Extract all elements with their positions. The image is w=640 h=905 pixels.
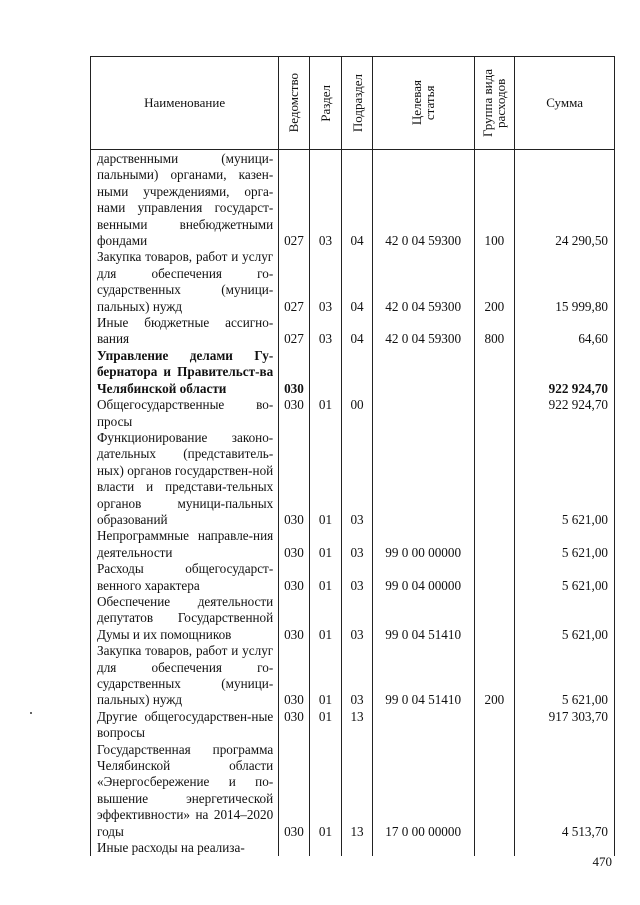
row-vedomstvo-cell: 027 [279, 150, 310, 250]
row-gruppa-cell [474, 840, 515, 856]
header-podrazdel: Подраздел [342, 57, 373, 150]
row-summa-cell: 922 924,70 [515, 348, 615, 397]
row-razdel-cell: 03 [309, 315, 342, 348]
table-row [91, 643, 615, 709]
row-vedomstvo-cell: 027 [279, 315, 310, 348]
row-podrazdel-cell: 04 [342, 249, 373, 315]
row-name-cell: Расходы общегосударст-венного характера [91, 561, 279, 594]
row-summa-cell: 4 513,70 [515, 742, 615, 840]
row-name-cell: Управление делами Гу-бернатора и Правительст-ва Челябинской области [91, 348, 279, 397]
row-celevaya-cell [372, 709, 474, 742]
row-name-cell: Закупка товаров, работ и услуг для обеспечения го-сударственных (муници-пальных) нужд [91, 643, 279, 709]
header-celevaya-statya: Целевая статья [372, 57, 474, 150]
table-row [91, 249, 615, 315]
row-vedomstvo-cell: 030 [279, 709, 310, 742]
row-gruppa-cell [474, 397, 515, 430]
row-name-cell: Иные расходы на реализа- [91, 840, 279, 856]
row-gruppa-cell [474, 528, 515, 561]
row-vedomstvo-cell: 030 [279, 561, 310, 594]
row-celevaya-cell: 99 0 00 00000 [372, 528, 474, 561]
row-summa-cell: 24 290,50 [515, 150, 615, 250]
row-vedomstvo-cell: 030 [279, 643, 310, 709]
row-summa-cell: 5 621,00 [515, 594, 615, 643]
row-summa-cell: 5 621,00 [515, 643, 615, 709]
row-summa-cell: 15 999,80 [515, 249, 615, 315]
table-row [91, 528, 615, 561]
row-name-cell: Общегосударственные во-просы [91, 397, 279, 430]
row-razdel-cell: 01 [309, 643, 342, 709]
row-name-cell: Государственная программа Челябинской области «Энергосбережение и по-вышение энергетической эффективности» на 2014–2020 годы [91, 742, 279, 840]
table-row [91, 840, 615, 856]
row-gruppa-cell [474, 430, 515, 528]
row-gruppa-cell [474, 348, 515, 397]
row-razdel-cell: 01 [309, 709, 342, 742]
row-vedomstvo-cell: 030 [279, 528, 310, 561]
row-name-cell: Закупка товаров, работ и услуг для обеспечения го-сударственных (муници-пальных) нужд [91, 249, 279, 315]
row-vedomstvo-cell: 030 [279, 594, 310, 643]
budget-table [90, 56, 615, 856]
row-podrazdel-cell: 03 [342, 430, 373, 528]
row-name-cell: Другие общегосударствен-ные вопросы [91, 709, 279, 742]
row-podrazdel-cell: 03 [342, 643, 373, 709]
row-vedomstvo-cell: 030 [279, 348, 310, 397]
header-vedomstvo: Ведомство [279, 57, 310, 150]
row-gruppa-cell: 200 [474, 643, 515, 709]
row-gruppa-cell [474, 561, 515, 594]
table-row [91, 397, 615, 430]
row-vedomstvo-cell: 030 [279, 397, 310, 430]
row-gruppa-cell: 100 [474, 150, 515, 250]
row-celevaya-cell [372, 430, 474, 528]
page-number: 470 [592, 854, 612, 869]
row-celevaya-cell: 17 0 00 00000 [372, 742, 474, 840]
header-gruppa-vida-rashodov: Группа вида расходов [474, 57, 515, 150]
row-podrazdel-cell: 13 [342, 709, 373, 742]
row-celevaya-cell: 99 0 04 51410 [372, 643, 474, 709]
row-gruppa-cell [474, 742, 515, 840]
row-gruppa-cell: 800 [474, 315, 515, 348]
row-name-cell: Иные бюджетные ассигно-вания [91, 315, 279, 348]
header-name: Наименование [91, 57, 279, 150]
row-vedomstvo-cell: 030 [279, 430, 310, 528]
row-name-cell: Функционирование законо-дательных (представитель-ных) органов государствен-ной власти и представи-тельных органов муници-пальных образований [91, 430, 279, 528]
row-gruppa-cell [474, 594, 515, 643]
row-gruppa-cell [474, 709, 515, 742]
table-row [91, 561, 615, 594]
row-celevaya-cell: 99 0 04 51410 [372, 594, 474, 643]
table-row [91, 348, 615, 397]
table-row [91, 150, 615, 250]
row-summa-cell: 5 621,00 [515, 561, 615, 594]
row-razdel-cell: 03 [309, 249, 342, 315]
row-gruppa-cell: 200 [474, 249, 515, 315]
row-razdel-cell: 01 [309, 528, 342, 561]
table-row [91, 594, 615, 643]
row-celevaya-cell: 42 0 04 59300 [372, 249, 474, 315]
row-razdel-cell: 01 [309, 397, 342, 430]
table-row [91, 315, 615, 348]
row-razdel-cell: 01 [309, 594, 342, 643]
row-summa-cell: 917 303,70 [515, 709, 615, 742]
row-summa-cell: 5 621,00 [515, 528, 615, 561]
row-name-cell: Обеспечение деятельности депутатов Государственной Думы и их помощников [91, 594, 279, 643]
row-razdel-cell: 01 [309, 742, 342, 840]
row-vedomstvo-cell: 027 [279, 249, 310, 315]
row-celevaya-cell: 42 0 04 59300 [372, 315, 474, 348]
row-podrazdel-cell: 13 [342, 742, 373, 840]
row-podrazdel-cell [342, 348, 373, 397]
row-razdel-cell: 01 [309, 430, 342, 528]
row-vedomstvo-cell [279, 840, 310, 856]
table-body [91, 150, 615, 857]
row-razdel-cell [309, 840, 342, 856]
row-celevaya-cell: 42 0 04 59300 [372, 150, 474, 250]
row-podrazdel-cell [342, 840, 373, 856]
row-podrazdel-cell: 03 [342, 528, 373, 561]
table-row [91, 430, 615, 528]
header-summa: Сумма [515, 57, 615, 150]
row-vedomstvo-cell: 030 [279, 742, 310, 840]
table-row [91, 709, 615, 742]
row-podrazdel-cell: 00 [342, 397, 373, 430]
row-summa-cell: 5 621,00 [515, 430, 615, 528]
row-celevaya-cell [372, 840, 474, 856]
row-razdel-cell: 03 [309, 150, 342, 250]
scan-speck [30, 712, 32, 714]
row-summa-cell: 922 924,70 [515, 397, 615, 430]
row-podrazdel-cell: 03 [342, 561, 373, 594]
row-razdel-cell [309, 348, 342, 397]
row-celevaya-cell [372, 348, 474, 397]
row-celevaya-cell [372, 397, 474, 430]
row-name-cell: дарственными (муници-пальными) органами, казен-ными учреждениями, орга-нами управления государст-венными внебюджетными фондами [91, 150, 279, 250]
row-celevaya-cell: 99 0 04 00000 [372, 561, 474, 594]
row-name-cell: Непрограммные направле-ния деятельности [91, 528, 279, 561]
row-summa-cell: 64,60 [515, 315, 615, 348]
header-razdel: Раздел [309, 57, 342, 150]
row-podrazdel-cell: 04 [342, 315, 373, 348]
row-podrazdel-cell: 04 [342, 150, 373, 250]
row-podrazdel-cell: 03 [342, 594, 373, 643]
row-razdel-cell: 01 [309, 561, 342, 594]
table-header-row [91, 57, 615, 150]
table-row [91, 742, 615, 840]
